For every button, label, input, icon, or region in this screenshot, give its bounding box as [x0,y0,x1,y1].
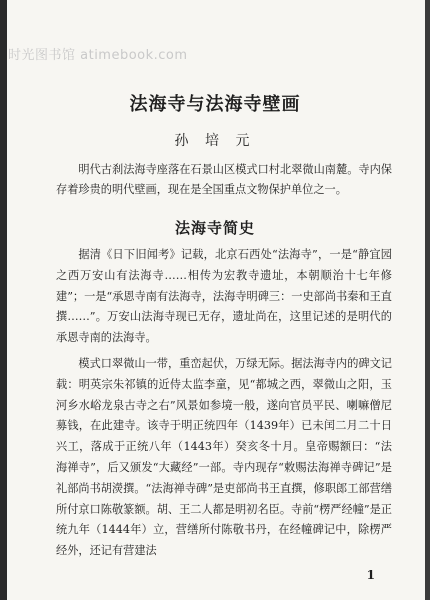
page-number: 1 [366,568,375,582]
watermark: 时光图书馆 atimebook.com [8,48,188,63]
section-heading: 法海寺简史 [174,219,255,237]
intro-text: 明代古刹法海寺座落在石景山区模式口村北翠微山南麓。寺内保存着珍贵的明代壁画，现在是全国重点文物保护单位之一。 [56,163,392,196]
paragraph-2: 模式口翠微山一带，重峦起伏，万绿无际。据法海寺内的碑文记载：明英宗朱祁镇的近侍太监李童，见“都城之西，翠微山之阳，玉河乡水峪龙泉古寺之右”风景如参境一般，遂向官员平民、喇嘛僧尼募钱，在此建寺。该寺于明正统四年（1439年）已未闰二月二十日兴工，落成于正统八年（1443年）癸亥冬十月。皇帝赐额曰：“法海禅寺”，后又颁发“大藏经”一部。寺内现存“敕赐法海禅寺碑记”是礼部尚书胡濙撰。“法海禅寺碑”是吏部尚书王直撰，修职郎工部营缮所付京口陈敬篆额。胡、王二人都是明初名臣。寺前“楞严经幢”是正统九年（1444年）立，营缮所付陈敬书丹，在经幢碑记中，除楞严经外，还记有营建法 [56,356,392,558]
body-text [56,245,392,562]
author-name: 孙 培 元 [174,133,256,149]
paragraph-1: 据清《日下旧闻考》记载，北京石西处“法海寺”，一是“静宜园之西万安山有法海寺……相传为宏教寺遗址，本朝顺治十七年修建”；一是“承恩寺南有法海寺，法海寺明碑三：一史部尚书秦和王直撰……”。万安山法海寺现已无存，遗址尚在，这里记述的是明代的承恩寺南的法海寺。 [56,248,392,345]
page-title: 法海寺与法海寺壁画 [129,94,301,115]
intro-paragraph [56,160,392,200]
